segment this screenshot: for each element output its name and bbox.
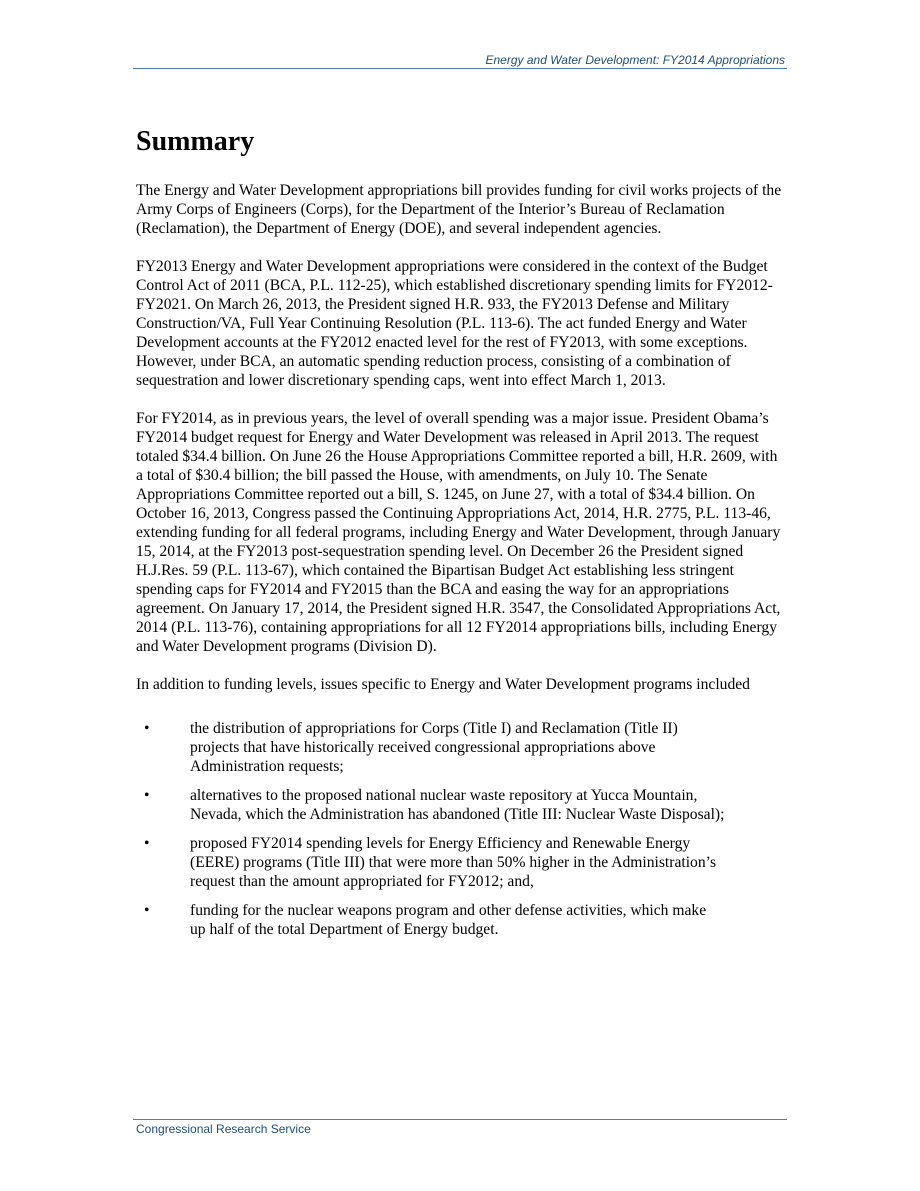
list-item-text: alternatives to the proposed national nuclear waste repository at Yucca Mountain, Nevada, which the Administration has abandoned (Title III: Nuclear Waste Disposal); <box>190 787 725 823</box>
header-rule <box>133 68 787 69</box>
bullet-icon: • <box>144 720 150 737</box>
footer-publisher: Congressional Research Service <box>136 1122 311 1136</box>
paragraph-issues-intro: In addition to funding levels, issues specific to Energy and Water Development programs included <box>136 676 750 693</box>
list-item <box>136 901 725 939</box>
issues-list <box>136 719 786 939</box>
paragraph-fy2013: FY2013 Energy and Water Development appropriations were considered in the context of the Budget Control Act of 2011 (BCA, P.L. 112-25), which established discretionary spending limits for FY2012-FY2021. On March 26, 2013, the President signed H.R. 933, the FY2013 Defense and Military Construction/VA, Full Year Continuing Resolution (P.L. 113-6). The act funded Energy and Water Development accounts at the FY2012 enacted level for the rest of FY2013, with some exceptions. However, under BCA, an automatic spending reduction process, consisting of a combination of sequestration and lower discretionary spending caps, went into effect March 1, 2013. <box>136 258 773 389</box>
paragraph-fy2014: For FY2014, as in previous years, the level of overall spending was a major issue. President Obama’s FY2014 budget request for Energy and Water Development was released in April 2013. The request totaled $34.4 billion. On June 26 the House Appropriations Committee reported a bill, H.R. 2609, with a total of $30.4 billion; the bill passed the House, with amendments, on July 10. The Senate Appropriations Committee reported out a bill, S. 1245, on June 27, with a total of $34.4 billion. On October 16, 2013, Congress passed the Continuing Appropriations Act, 2014, H.R. 2775, P.L. 113-46, extending funding for all federal programs, including Energy and Water Development, through January 15, 2014, at the FY2013 post-sequestration spending level. On December 26 the President signed H.J.Res. 59 (P.L. 113-67), which contained the Bipartisan Budget Act establishing less stringent spending caps for FY2014 and FY2015 than the BCA and easing the way for an appropriations agreement. On January 17, 2014, the President signed H.R. 3547, the Consolidated Appropriations Act, 2014 (P.L. 113-76), containing appropriations for all 12 FY2014 appropriations bills, including Energy and Water Development programs (Division D). <box>136 410 781 655</box>
footer-rule <box>133 1119 787 1120</box>
section-heading: Summary <box>136 126 255 157</box>
list-item-text: proposed FY2014 spending levels for Energy Efficiency and Renewable Energy (EERE) programs (Title III) that were more than 50% higher in the Administration’s request than the amount appropriated for FY2012; and, <box>190 835 717 890</box>
running-header: Energy and Water Development: FY2014 Appropriations <box>485 53 785 67</box>
bullet-icon: • <box>144 835 150 852</box>
list-item <box>136 719 725 776</box>
bullet-icon: • <box>144 902 150 919</box>
list-item-text: funding for the nuclear weapons program and other defense activities, which make up half of the total Department of Energy budget. <box>190 902 707 938</box>
paragraph-intro: The Energy and Water Development appropriations bill provides funding for civil works projects of the Army Corps of Engineers (Corps), for the Department of the Interior’s Bureau of Reclamation (Reclamation), the Department of Energy (DOE), and several independent agencies. <box>136 182 782 237</box>
bullet-icon: • <box>144 787 150 804</box>
list-item-text: the distribution of appropriations for Corps (Title I) and Reclamation (Title II) projects that have historically received congressional appropriations above Administration requests; <box>190 720 678 775</box>
list-item <box>136 834 725 891</box>
page-content <box>136 124 786 949</box>
list-item <box>136 786 725 824</box>
